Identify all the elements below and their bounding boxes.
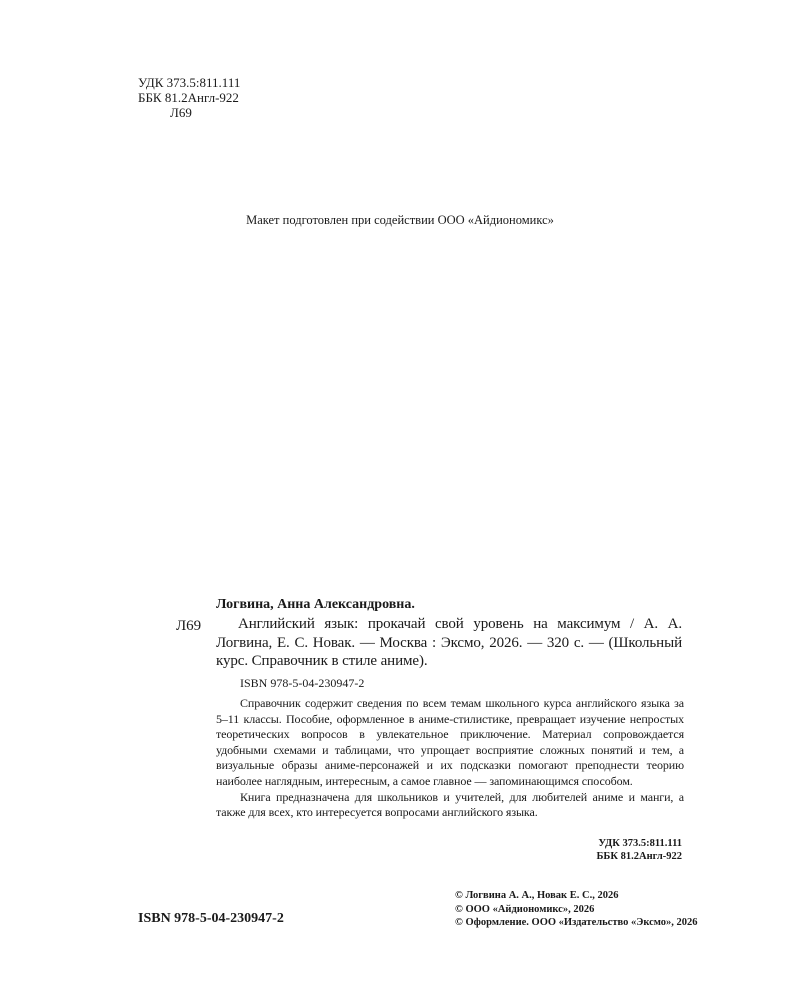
copyright-line-company: © ООО «Айдиономикс», 2026 xyxy=(455,903,595,915)
copyright-block xyxy=(455,889,698,930)
bbk-code-bottom: ББК 81.2Англ-922 xyxy=(596,851,682,862)
classification-codes-bottom xyxy=(560,837,682,863)
udk-code: УДК 373.5:811.111 xyxy=(138,75,241,90)
layout-credit: Макет подготовлен при содействии ООО «Айдиономикс» xyxy=(246,213,554,227)
bbk-code: ББК 81.2Англ-922 xyxy=(138,90,239,105)
copyright-line-authors: © Логвина А. А., Новак Е. С., 2026 xyxy=(455,890,619,901)
catalog-author: Логвина, Анна Александровна. xyxy=(216,597,415,612)
catalog-author-mark: Л69 xyxy=(176,618,202,634)
catalog-title-block: Английский язык: прокачай свой уровень на максимум / А. А. Логвина, Е. С. Новак. — Москва : Эксмо, 2026. — 320 с. — (Школьный курс. Справочник в стиле аниме). xyxy=(216,616,682,669)
classification-codes-top xyxy=(138,75,240,120)
annotation-paragraph-1: Справочник содержит сведения по всем темам школьного курса английского языка за 5–11 классы. Пособие, оформленное в аниме-стилистике, превращает изучение непростых теоретических вопросов в увлекательное приключение. Материал сопровождается удобными схемами и таблицами, что упрощает восприятие сложных понятий и тем, а визуальные образы аниме-персонажей и их подсказки помогают преподнести теорию наиболее наглядным, интересным, а самое главное — запоминающимся способом. xyxy=(216,696,684,788)
annotation xyxy=(216,696,684,821)
annotation-paragraph-2: Книга предназначена для школьников и учителей, для любителей аниме и манги, а также для всех, кто интересуется вопросами английского языка. xyxy=(216,789,684,820)
author-mark: Л69 xyxy=(170,105,192,120)
udk-code-bottom: УДК 373.5:811.111 xyxy=(598,838,682,849)
copyright-line-design: © Оформление. ООО «Издательство «Эксмо», 2026 xyxy=(455,917,698,928)
catalog-isbn: ISBN 978-5-04-230947-2 xyxy=(240,676,365,690)
isbn-bottom: ISBN 978-5-04-230947-2 xyxy=(138,911,284,926)
